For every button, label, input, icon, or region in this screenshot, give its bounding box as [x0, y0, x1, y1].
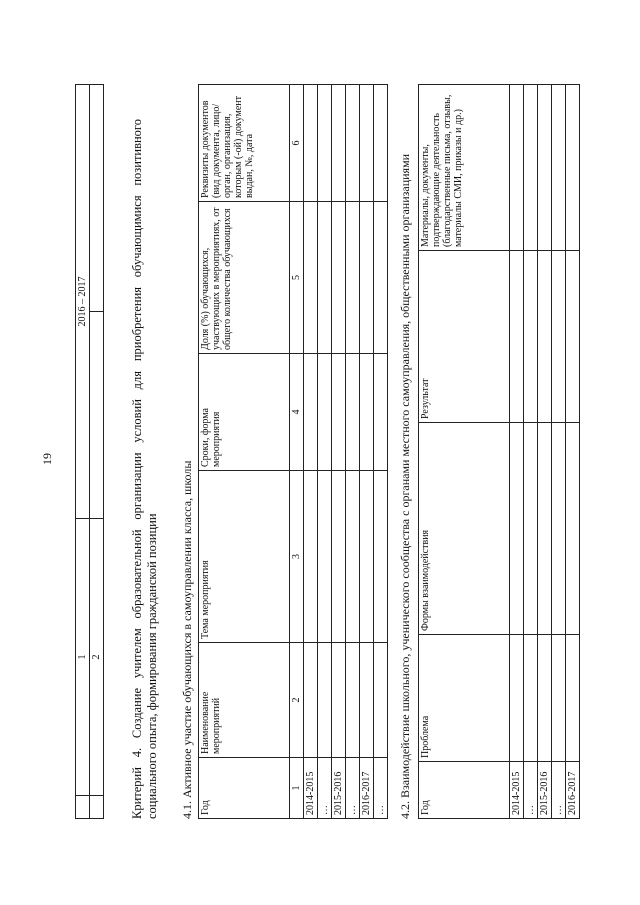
table-42-header-materials: Материалы, документы, подтверждающие деятельность (благодарственные письма, отзывы, материалы СМИ, приказы и др.)	[419, 85, 510, 251]
page-number: 19	[40, 453, 54, 465]
table-row	[524, 85, 538, 819]
top-table	[75, 84, 104, 819]
table-41-colnum: 1	[290, 758, 304, 819]
table-41-colnum: 4	[290, 354, 304, 471]
section-41-title: 4.1. Активное участие обучающихся в самоуправлении класса, школы	[180, 460, 194, 819]
table-41-header-topic: Тема мероприятия	[199, 471, 290, 643]
section-42-title: 4.2. Взаимодействие школьного, ученического сообщества с органами местного самоуправления, общественными организациями	[398, 153, 412, 819]
table-row	[566, 85, 580, 819]
criterion-heading: Критерий 4. Создание учителем образовательной организации условий для приобретения обучающимися позитивного социального опыта, формирования гражданской позиции	[130, 119, 159, 819]
table-42-header-forms: Формы взаимодействия	[419, 423, 510, 635]
table-41-colnum: 2	[290, 643, 304, 758]
table-41-year: …	[346, 758, 360, 819]
table-row	[318, 85, 332, 819]
table-41-header-dates: Сроки, форма мероприятия	[199, 354, 290, 471]
table-42-header-result: Результат	[419, 251, 510, 423]
table-41-colnum: 5	[290, 202, 304, 354]
table-row	[346, 85, 360, 819]
table-row	[538, 85, 552, 819]
table-41-year: 2015-2016	[332, 758, 346, 819]
table-41-header-name: Наименование мероприятий	[199, 643, 290, 758]
table-41-colnum: 6	[290, 85, 304, 202]
table-41-year: …	[374, 758, 388, 819]
table-row	[374, 85, 388, 819]
table-row	[332, 85, 346, 819]
table-42-header-year: Год	[419, 762, 510, 819]
table-42-year: …	[552, 762, 566, 819]
table-41-year: …	[318, 758, 332, 819]
top-table-period: 2016 – 2017	[76, 85, 90, 519]
table-42-year: 2016-2017	[566, 762, 580, 819]
top-table-col1: 1	[76, 519, 90, 796]
table-41-colnum: 3	[290, 471, 304, 643]
table-42	[418, 84, 580, 819]
table-row	[510, 85, 524, 819]
table-row	[304, 85, 318, 819]
table-41	[198, 84, 388, 819]
table-42-header-problem: Проблема	[419, 635, 510, 762]
table-41-year: 2016-2017	[360, 758, 374, 819]
top-table-col2: 2	[90, 519, 104, 796]
table-41-header-share: Доля (%) обучающихся, участвующих в мероприятиях, от общего количества обучающихся	[199, 202, 290, 354]
table-41-header-year: Год	[199, 758, 290, 819]
table-42-year: 2015-2016	[538, 762, 552, 819]
table-42-year: 2014-2015	[510, 762, 524, 819]
table-row	[360, 85, 374, 819]
table-42-year: …	[524, 762, 538, 819]
table-row	[552, 85, 566, 819]
table-41-header-docs: Реквизиты документов (вид документа, лицо/орган, организация, которым (-ой) документ выдан, №, дата	[199, 85, 290, 202]
table-41-year: 2014-2015	[304, 758, 318, 819]
